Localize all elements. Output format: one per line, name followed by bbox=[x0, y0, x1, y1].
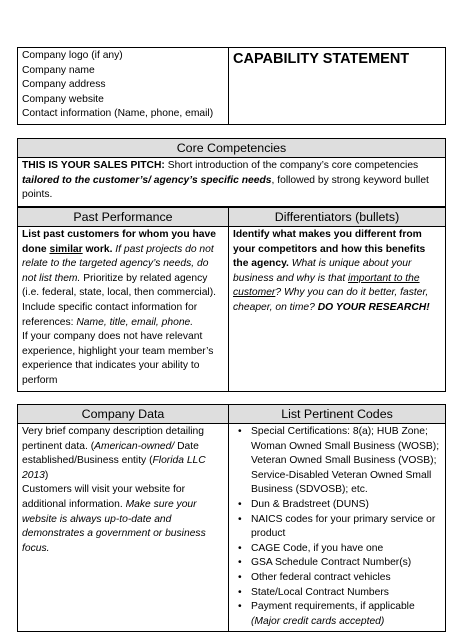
list-item: • Other federal contract vehicles bbox=[251, 571, 441, 586]
codes-list bbox=[233, 425, 441, 629]
past-b1: List past customers for whom you have done bbox=[22, 229, 216, 255]
company-i1: American-owned/ bbox=[94, 440, 175, 452]
core-competencies-heading: Core Competencies bbox=[18, 139, 446, 158]
core-text-2: , followed by strong keyword bullet points. bbox=[22, 174, 429, 201]
credit-cards-note: (Major credit cards accepted) bbox=[251, 615, 385, 627]
diff-research: DO YOUR RESEARCH! bbox=[317, 301, 430, 313]
list-item: • Dun & Bradstreet (DUNS) bbox=[251, 498, 441, 513]
past-i2: Name, title, email, phone. bbox=[76, 316, 194, 328]
core-text-1: Short introduction of the company’s core competencies bbox=[164, 160, 419, 171]
differentiators-heading: Differentiators (bullets) bbox=[229, 208, 446, 227]
past-performance-heading: Past Performance bbox=[18, 208, 229, 227]
diff-i1-underline: important to the customer bbox=[233, 272, 420, 299]
company-t4: Customers will visit your website for additional information. bbox=[22, 484, 186, 510]
company-address-line: Company address bbox=[22, 79, 106, 91]
past-i1: If past projects do not relate to the targeted agency’s needs, do not list them. bbox=[22, 243, 214, 284]
diff-i2: ? Why you can do it better, faster, cheaper, on time? bbox=[233, 287, 429, 313]
differentiators-body bbox=[229, 227, 446, 392]
diff-i1: What is unique about your business and why is that bbox=[233, 258, 412, 284]
company-i2: Florida LLC 2013 bbox=[22, 455, 206, 481]
company-i3: Make sure your website is always up-to-date and demonstrates a government or business focus. bbox=[22, 498, 206, 554]
diff-b1: Identify what makes you different from your competitors and how this benefits the agency. bbox=[233, 229, 426, 270]
codes-heading: List Pertinent Codes bbox=[229, 405, 446, 424]
codes-body bbox=[229, 424, 446, 632]
contact-info-line: Contact information (Name, phone, email) bbox=[22, 108, 214, 120]
core-competencies-table bbox=[17, 138, 446, 207]
past-performance-body bbox=[18, 227, 229, 392]
list-item: • GSA Schedule Contract Number(s) bbox=[251, 556, 441, 571]
past-b1-underline: similar bbox=[49, 243, 83, 255]
past-b1-end: work. bbox=[82, 243, 113, 255]
page-title: CAPABILITY STATEMENT bbox=[229, 48, 446, 125]
core-competencies-body bbox=[18, 158, 446, 207]
list-item: • CAGE Code, if you have one bbox=[251, 542, 441, 557]
list-item: • NAICS codes for your primary service or product bbox=[251, 513, 441, 542]
company-website-line: Company website bbox=[22, 93, 104, 105]
company-data-table bbox=[17, 404, 446, 632]
payment-requirements: Payment requirements, if applicable bbox=[251, 601, 415, 613]
core-text-emphasis: tailored to the customer’s/ agency’s specific needs bbox=[22, 174, 272, 186]
sales-pitch-label: THIS IS YOUR SALES PITCH: bbox=[22, 160, 165, 171]
company-name-line: Company name bbox=[22, 64, 95, 76]
past-t2: If your company does not have relevant experience, highlight your team member’s experience that indicates your ability to perform bbox=[22, 331, 214, 386]
list-item bbox=[251, 600, 441, 629]
company-logo-line: Company logo (if any) bbox=[22, 50, 123, 61]
company-t1: Very brief company description detailing pertinent data. ( bbox=[22, 426, 205, 452]
list-item: • State/Local Contract Numbers bbox=[251, 586, 441, 601]
list-item: • Special Certifications: 8(a); HUB Zone; Woman Owned Small Business (WOSB); Veteran Owned Small Business (VOSB); Service-Disabled Veteran Owned Small Business (SDVOSB); etc. bbox=[251, 425, 441, 498]
company-data-body bbox=[18, 424, 229, 632]
header-table bbox=[17, 47, 446, 125]
past-t1: Prioritize by related agency (i.e. federal, state, local, then commercial). Include specific contact information for references: bbox=[22, 272, 217, 328]
company-data-heading: Company Data bbox=[18, 405, 229, 424]
company-t2: Date established/Business entity ( bbox=[22, 440, 199, 467]
company-info-cell bbox=[18, 48, 229, 125]
performance-table bbox=[17, 207, 446, 392]
company-t3: ) bbox=[44, 469, 49, 481]
